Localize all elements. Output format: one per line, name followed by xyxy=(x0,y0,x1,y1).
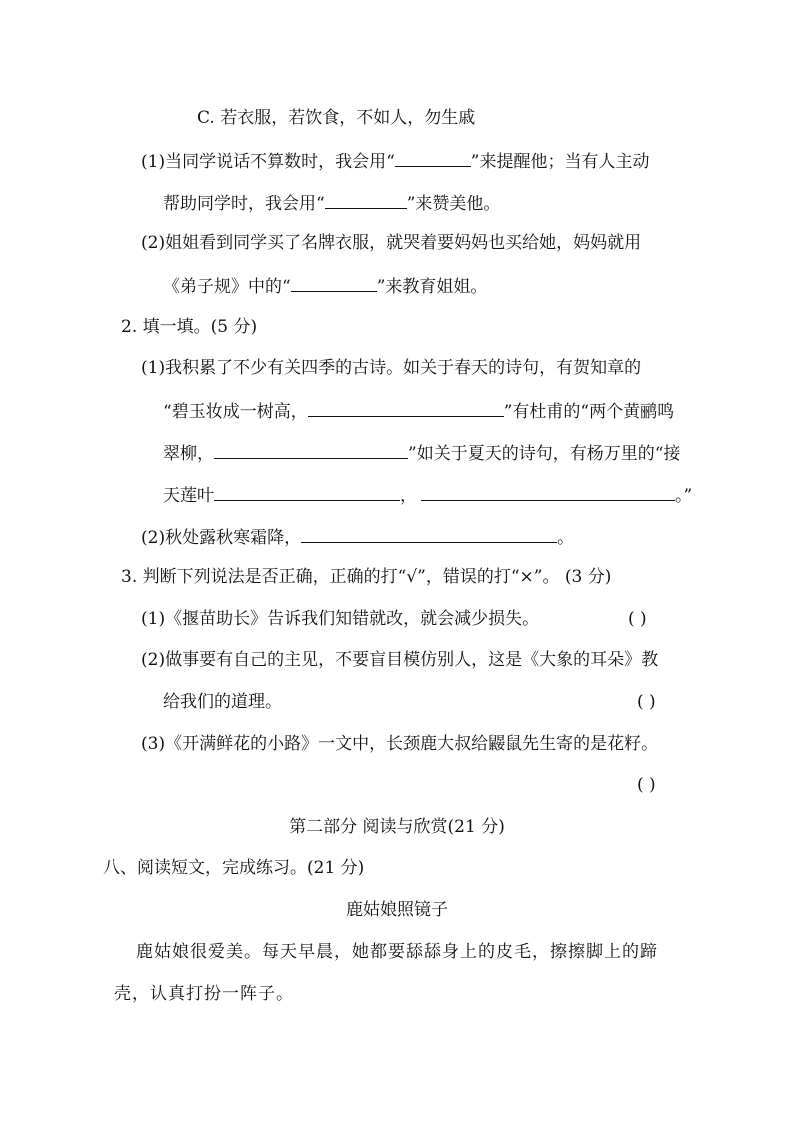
q3-sub2-line2: 给我们的道理。 xyxy=(163,692,282,712)
q1-sub1-line2-text-b: ”来赞美他。 xyxy=(406,194,501,214)
question-3-title: 3. 判断下列说法是否正确，正确的打“√”，错误的打“×”。 (3 分) xyxy=(121,567,612,587)
q2-sub1-line3-text-a: 翠柳， xyxy=(163,444,214,464)
question-2-title: 2. 填一填。(5 分) xyxy=(121,317,258,337)
q2-sub2-text: (2)秋处露秋寒霜降， xyxy=(141,528,302,548)
q2-sub2 xyxy=(141,524,574,550)
q2-sub1-line4-sep: ， xyxy=(400,486,417,506)
story-paragraph-line1: 鹿姑娘很爱美。每天早晨，她都要舔舔身上的皮毛，擦擦脚上的蹄 xyxy=(136,942,658,962)
q2-sub2-end: 。 xyxy=(557,528,575,548)
q1-sub2-text-b: ”来教育姐姐。 xyxy=(376,277,488,297)
q2-sub1-line2-text-b: ”有杜甫的“两个黄鹂鸣 xyxy=(503,402,675,422)
part-two-heading: 第二部分 阅读与欣赏(21 分) xyxy=(289,817,505,837)
answer-blank[interactable] xyxy=(214,440,408,459)
q3-sub2-paren[interactable]: ( ) xyxy=(637,692,656,712)
q3-sub3-paren[interactable]: ( ) xyxy=(637,775,656,795)
q2-sub1-line3-text-b: ”如关于夏天的诗句，有杨万里的“接 xyxy=(408,444,681,464)
q1-sub2-text-a: 《弟子规》中的“ xyxy=(163,277,291,297)
q2-sub1-line3 xyxy=(163,440,680,466)
section-8-title: 八、阅读短文，完成练习。(21 分) xyxy=(103,858,365,878)
q1-sub1-line2-text-a: 帮助同学时，我会用“ xyxy=(163,194,325,214)
q1-sub2-line2 xyxy=(163,273,487,299)
answer-blank[interactable] xyxy=(325,190,407,209)
q2-sub1-line4 xyxy=(163,482,692,508)
answer-blank[interactable] xyxy=(421,482,675,501)
answer-blank[interactable] xyxy=(308,398,504,417)
q2-sub1-line4-end: 。” xyxy=(675,486,693,506)
answer-blank[interactable] xyxy=(301,524,557,543)
story-title: 鹿姑娘照镜子 xyxy=(346,900,448,920)
q2-sub1-line2 xyxy=(163,398,674,424)
q3-sub2-line1: (2)做事要有自己的主见，不要盲目模仿别人，这是《大象的耳朵》教 xyxy=(141,650,659,670)
q3-sub3: (3)《开满鲜花的小路》一文中，长颈鹿大叔给鼹鼠先生寄的是花籽。 xyxy=(141,734,659,754)
q1-sub1-text-a: (1)当同学说话不算数时，我会用“ xyxy=(141,152,395,172)
q2-sub1-line1: (1)我积累了不少有关四季的古诗。如关于春天的诗句，有贺知章的 xyxy=(141,358,642,378)
q1-sub1-line1 xyxy=(141,148,649,174)
answer-blank[interactable] xyxy=(291,273,377,292)
answer-blank[interactable] xyxy=(214,482,400,501)
answer-blank[interactable] xyxy=(395,148,471,167)
q1-sub1-text-b: ”来提醒他；当有人主动 xyxy=(470,152,650,172)
q3-sub1: (1)《揠苗助长》告诉我们知错就改，就会减少损失。 xyxy=(141,609,540,629)
q2-sub1-line2-text-a: “碧玉妆成一树高， xyxy=(163,402,308,422)
q1-sub1-line2 xyxy=(163,190,500,216)
story-paragraph-line2: 壳，认真打扮一阵子。 xyxy=(114,984,294,1004)
q2-sub1-line4-text-a: 天莲叶 xyxy=(163,486,214,506)
q3-sub1-paren[interactable]: ( ) xyxy=(628,609,647,629)
q1-sub2-line1: (2)姐姐看到同学买了名牌衣服，就哭着要妈妈也买给她，妈妈就用 xyxy=(141,233,642,253)
option-c: C. 若衣服，若饮食，不如人，勿生戚 xyxy=(197,108,476,128)
